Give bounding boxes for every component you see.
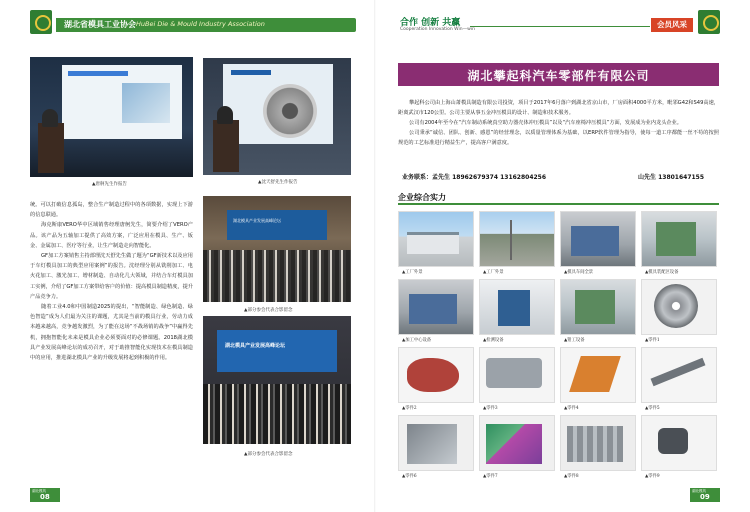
group-crowd: [203, 250, 351, 302]
gallery-photo: [398, 211, 474, 267]
gallery-photo: [479, 347, 555, 403]
gallery-photo-detail: [658, 428, 688, 454]
footer-label: 湖北模具: [32, 489, 46, 493]
gallery-photo-detail: [656, 222, 696, 256]
association-logo-icon: [698, 10, 720, 34]
gallery-caption: ▲工厂外景: [402, 270, 423, 275]
intro-paragraph: 攀起科公司由上海山萧模具制造有限公司投资，项目于2017年6月落户到湖北省京山市，厂房面积4000平方米，毗邻G42和S49高速，距离武汉市120公里。公司主要从事五金冲压模具的设计、制造和技术服务。: [398, 100, 719, 116]
header-association-title-en: HuBei Die & Mould Industry Association: [136, 20, 265, 28]
contact-line-2: 山先生 13801647155: [638, 174, 705, 181]
screen-graphic: [122, 83, 170, 123]
gallery-caption: ▲零件1: [645, 338, 660, 343]
page-number-right: [690, 488, 720, 502]
gallery-photo-detail: [409, 294, 457, 324]
photo-caption: ▲沈天舒先生作报告: [258, 180, 298, 185]
gallery-caption: ▲钳工设备: [564, 338, 585, 343]
gallery-photo-detail: [571, 226, 619, 256]
company-intro: [398, 98, 719, 148]
gallery-photo: [641, 347, 717, 403]
presentation-screen: [223, 64, 333, 144]
gallery-photo: [398, 279, 474, 335]
article-paragraph: 统。可以打破信息孤岛，整合生产制造过程中的各项数据，实现上下游的信息联通。: [30, 202, 193, 219]
gallery-caption: ▲检测设备: [483, 338, 504, 343]
forum-banner: [217, 330, 337, 372]
article-paragraph: GF加工方案销售主持部理沈天舒先生做了题为“GF新技术以及应用于车灯模具加工的典型应用案例”的报告。沈经理分别从铣削加工、电火花加工、激光加工、增材制造、自动化几大领域，并结合车灯模具加工实例，介绍了GF加工方案带给客户的价值：提高模具制造精度，提升产品竞争力。: [30, 253, 193, 300]
presentation-screen: [62, 65, 182, 139]
gallery-photo-detail: [575, 290, 615, 324]
header-rule: [470, 26, 650, 27]
gallery-caption: ▲零件4: [564, 406, 579, 411]
gallery-photo: [641, 279, 717, 335]
gallery-caption: ▲工厂外景: [483, 270, 504, 275]
forum-banner: [227, 210, 327, 240]
gallery-caption: ▲零件7: [483, 474, 498, 479]
forum-banner-text: 湖北模具产业发展高峰论坛: [225, 343, 286, 349]
gallery-photo: [560, 347, 636, 403]
photo-speaker-tang: [30, 57, 193, 177]
article-paragraph: 海克斯康VERO华中区域销售经理唐舸先生，简要介绍了VERO产品。该产品为五轴加工提供了高效方案，广泛应用在模具、生产、钣金、金属加工、医疗等行业，让生产制造走向智能化。: [30, 222, 193, 249]
gallery-photo: [560, 415, 636, 471]
gallery-photo-detail: [651, 358, 706, 386]
gallery-photo: [479, 211, 555, 267]
gallery-photo: [560, 279, 636, 335]
gallery-photo: [479, 279, 555, 335]
photo-caption: ▲部分参会代表合影留念: [244, 308, 293, 313]
screen-title-bar: [68, 71, 128, 76]
header-slogan-en: Cooperation Innovation Win—win: [400, 27, 475, 32]
photo-group-2: [203, 316, 351, 444]
gallery-photo-detail: [498, 290, 530, 326]
gallery-photo-detail: [510, 220, 512, 260]
podium: [213, 120, 239, 172]
group-crowd: [203, 384, 351, 444]
gallery-caption: ▲模具车间全景: [564, 270, 594, 275]
page-number: 09: [700, 493, 710, 501]
gallery-photo-detail: [486, 358, 542, 388]
photo-caption: ▲唐舸先生作报告: [92, 182, 127, 187]
gallery-caption: ▲零件9: [645, 474, 660, 479]
gallery-photo-detail: [486, 424, 542, 464]
gallery-photo-detail: [407, 232, 459, 254]
gallery-photo-detail: [407, 424, 457, 464]
forum-banner-text: 湖北模具产业发展高峰论坛: [233, 218, 281, 223]
gallery-caption: ▲加工中心设备: [402, 338, 432, 343]
gallery-photo-detail: [569, 356, 621, 392]
section-rule: [398, 203, 719, 205]
screen-title-bar: [231, 70, 271, 75]
article-paragraph: 随着工业4.0和中国制造2025的提出，“智能制造、绿色制造、绿色智造”成为人们最为关注的课题，尤其是当前的模具行业，劳动力成本越来越高，竞争越发激烈，为了能在这场“不战场销的战争”中赢得先机，拥抱智能化未来是模具企业必须要面对的必修课题。2018湖北模具产业发展高峰论坛的成功召开，对于助推智能化实现技术在模具制造中的应用，推进湖北模具产业的升级发展将起到积极的作用。: [30, 304, 193, 362]
speaker-figure: [42, 109, 58, 127]
contact-line-1: 业务联系：孟先生 18962679374 13162804256: [402, 174, 547, 181]
gallery-photo: [560, 211, 636, 267]
gallery-photo-detail: [654, 284, 698, 328]
photo-caption: ▲部分参会代表合影留念: [244, 452, 293, 457]
gallery-photo: [641, 415, 717, 471]
speaker-figure: [217, 106, 233, 124]
section-title: 企业综合实力: [398, 192, 446, 202]
gallery-caption: ▲零件8: [564, 474, 579, 479]
intro-paragraph: 公司有2004年至今在“汽车制动系统真空助力器壳体冲压模具”以及“汽车座椅冲压模具”方面，发展成为业内龙头企业。: [409, 120, 682, 126]
page-gutter: [374, 0, 376, 512]
gallery-photo-detail: [407, 358, 459, 392]
association-logo-icon: [30, 10, 52, 34]
gallery-photo: [398, 347, 474, 403]
gallery-photo: [641, 211, 717, 267]
article-body-left: [30, 200, 193, 363]
header-association-title: 湖北省模具工业协会: [64, 20, 136, 29]
footer-label: 湖北模具: [692, 489, 706, 493]
company-name: 湖北攀起科汽车零部件有限公司: [467, 69, 650, 83]
gallery-photo: [398, 415, 474, 471]
section-tag: 会员风采: [651, 18, 693, 32]
gallery-caption: ▲模具装配区设备: [645, 270, 679, 275]
gallery-caption: ▲零件6: [402, 474, 417, 479]
page-number: 08: [40, 493, 50, 501]
photo-group-1: [203, 196, 351, 302]
photo-speaker-shen: [203, 58, 351, 175]
podium: [38, 123, 64, 173]
gallery-photo: [479, 415, 555, 471]
gallery-caption: ▲零件5: [645, 406, 660, 411]
gear-graphic-icon: [263, 84, 317, 138]
header-slogan: 合作 创新 共赢: [400, 18, 461, 28]
gallery-caption: ▲零件3: [483, 406, 498, 411]
gallery-photo-detail: [567, 426, 623, 462]
page-number-left: [30, 488, 60, 502]
intro-paragraph: 公司秉承“诚信、团队、创新、感恩”的经营理念，以质量管理体系为基础，以ERP软件管理为指导，使每一道工序都能一丝不苟的按照规范的工艺标准进行精益生产，提高客户满意度。: [398, 130, 719, 146]
gallery-caption: ▲零件2: [402, 406, 417, 411]
contact-info: [402, 172, 718, 181]
company-title-banner: [398, 63, 719, 86]
